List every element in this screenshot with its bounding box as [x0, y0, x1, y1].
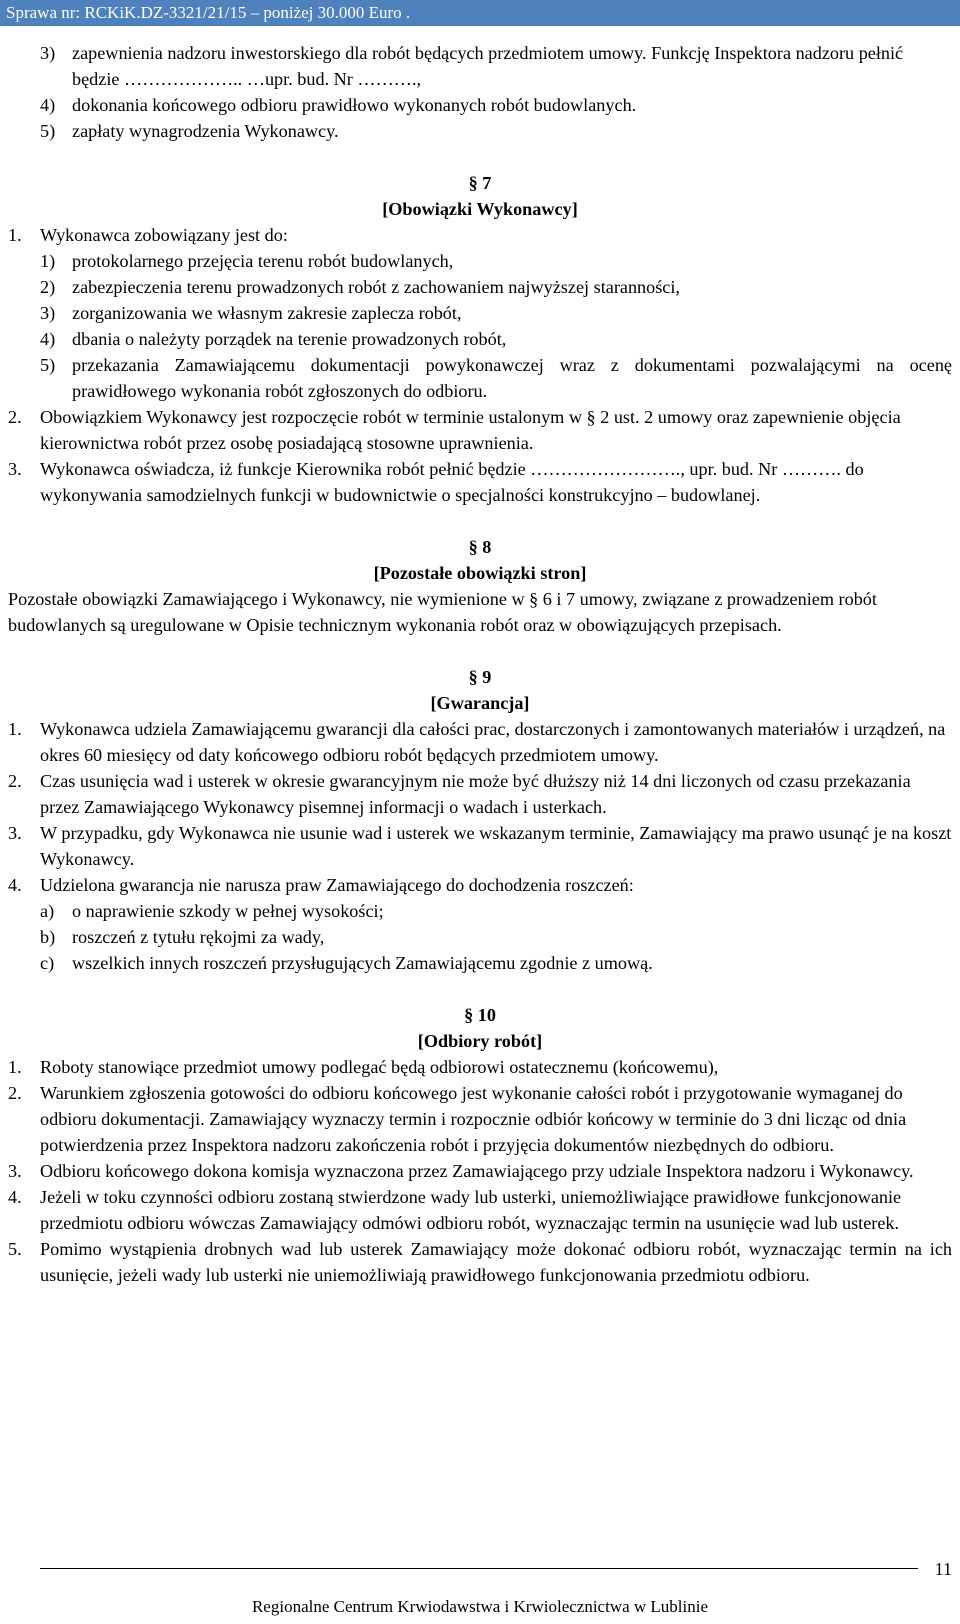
paragraph-text: Wykonawca udziela Zamawiającemu gwarancji dla całości prac, dostarczonych i zamontowanych materiałów i urządzeń, na okres 60 miesięcy od daty końcowego odbioru robót będących przedmiotem umowy.: [40, 719, 946, 765]
item-number: 4): [40, 329, 56, 349]
paragraph-number: 1.: [8, 719, 22, 739]
paragraph: [8, 456, 952, 508]
item-text: dbania o należyty porządek na terenie prowadzonych robót,: [72, 329, 507, 349]
section-title: [Obowiązki Wykonawcy]: [382, 199, 578, 219]
section-title: [Pozostałe obowiązki stron]: [373, 563, 587, 583]
item-number: 2): [40, 277, 56, 297]
paragraph: [8, 1184, 952, 1236]
page-number: 11: [934, 1559, 952, 1579]
list-item: [40, 326, 952, 352]
list-item: [8, 924, 952, 950]
item-number: b): [40, 927, 56, 947]
paragraph-text: Pozostałe obowiązki Zamawiającego i Wykonawcy, nie wymienione w § 6 i 7 umowy, związane z prowadzeniem robót budowlanych są uregulowane w Opisie technicznym wykonania robót oraz w obowiązujących przepisach.: [8, 589, 877, 635]
item-number: 5): [40, 121, 56, 141]
list-item: [8, 898, 952, 924]
paragraph-number: 4.: [8, 1187, 22, 1207]
paragraph-number: 3.: [8, 823, 22, 843]
item-number: 1): [40, 251, 56, 271]
paragraph-text: Czas usunięcia wad i usterek w okresie gwarancyjnym nie może być dłuższy niż 14 dni liczonych od czasu przekazania przez Zamawiającego Wykonawcy pisemnej informacji o wadach i usterkach.: [40, 771, 911, 817]
item-text: zorganizowania we własnym zakresie zaplecza robót,: [72, 303, 462, 323]
section-number: § 10: [464, 1005, 496, 1025]
paragraph-text: Obowiązkiem Wykonawcy jest rozpoczęcie robót w terminie ustalonym w § 2 ust. 2 umowy oraz zapewnienie objęcia kierownictwa robót przez osobę posiadającą stosowne uprawnienia.: [40, 407, 901, 453]
item-text: protokolarnego przejęcia terenu robót budowlanych,: [72, 251, 454, 271]
item-text: zapewnienia nadzoru inwestorskiego dla robót będących przedmiotem umowy. Funkcję Inspektora nadzoru pełnić będzie ……………….. …upr. bud. Nr ……….,: [72, 43, 904, 89]
paragraph: [8, 716, 952, 768]
section-title: [Odbiory robót]: [417, 1031, 543, 1051]
paragraph-text: Roboty stanowiące przedmiot umowy podlegać będą odbiorowi ostatecznemu (końcowemu),: [40, 1057, 719, 1077]
paragraph-number: 2.: [8, 407, 22, 427]
paragraph-number: 2.: [8, 1083, 22, 1103]
paragraph: [8, 1158, 952, 1184]
paragraph-number: 2.: [8, 771, 22, 791]
paragraph: [8, 1236, 952, 1288]
paragraph-text: Udzielona gwarancja nie narusza praw Zamawiającego do dochodzenia roszczeń:: [40, 875, 634, 895]
paragraph-text: Wykonawca oświadcza, iż funkcje Kierownika robót pełnić będzie ……………………., upr. bud. Nr ………. do wykonywania samodzielnych funkcji w budownictwie o specjalności konstrukcyjno – budowlanej.: [40, 459, 864, 505]
list-item: [40, 274, 952, 300]
item-text: zapłaty wynagrodzenia Wykonawcy.: [72, 121, 339, 141]
item-text: roszczeń z tytułu rękojmi za wady,: [72, 927, 325, 947]
section-number: § 8: [468, 537, 492, 557]
item-text: przekazania Zamawiającemu dokumentacji powykonawczej wraz z dokumentami pozwalającymi na ocenę prawidłowego wykonania robót zgłoszonych do odbioru.: [72, 355, 952, 401]
item-number: 4): [40, 95, 56, 115]
document-content: [8, 40, 952, 1288]
section-title: [Gwarancja]: [430, 693, 530, 713]
paragraph: [8, 404, 952, 456]
paragraph-number: 3.: [8, 459, 22, 479]
item-number: 3): [40, 303, 56, 323]
section-number: § 9: [468, 667, 492, 687]
page-header: Sprawa nr: RCKiK.DZ-3321/21/15 – poniżej 30.000 Euro .: [0, 0, 960, 26]
list-item: [40, 352, 952, 404]
item-text: o naprawienie szkody w pełnej wysokości;: [72, 901, 384, 921]
list-item: [40, 92, 952, 118]
paragraph: [8, 1080, 952, 1158]
footer-divider: [40, 1568, 918, 1569]
item-text: wszelkich innych roszczeń przysługujących Zamawiającemu zgodnie z umową.: [72, 953, 653, 973]
paragraph-number: 4.: [8, 875, 22, 895]
item-text: dokonania końcowego odbioru prawidłowo wykonanych robót budowlanych.: [72, 95, 637, 115]
item-text: zabezpieczenia terenu prowadzonych robót z zachowaniem najwyższej staranności,: [72, 277, 680, 297]
item-number: 3): [40, 43, 56, 63]
paragraph-number: 1.: [8, 1057, 22, 1077]
list-item: [40, 300, 952, 326]
paragraph-number: 5.: [8, 1239, 22, 1259]
paragraph-text: Wykonawca zobowiązany jest do:: [40, 225, 288, 245]
page-footer: Regionalne Centrum Krwiodawstwa i Krwiolecznictwa w Lublinie: [251, 1597, 709, 1616]
paragraph-text: Warunkiem zgłoszenia gotowości do odbioru końcowego jest wykonanie całości robót i przygotowanie wymaganej do odbioru dokumentacji. Zamawiający wyznaczy termin i rozpocznie odbiór końcowy w terminie do 3 dni licząc od dnia potwierdzenia przez Inspektora nadzoru zakończenia robót i przyjęcia dokumentów niezbędnych do odbioru.: [40, 1083, 907, 1155]
paragraph-text: Pomimo wystąpienia drobnych wad lub usterek Zamawiający może dokonać odbioru robót, wyznaczając termin na ich usunięcie, jeżeli wady lub usterki nie uniemożliwiają prawidłowego funkcjonowania przedmiotu odbioru.: [40, 1239, 952, 1285]
paragraph: [8, 1054, 952, 1080]
item-number: 5): [40, 355, 56, 375]
paragraph-number: 1.: [8, 225, 22, 245]
paragraph-number: 3.: [8, 1161, 22, 1181]
paragraph-text: Jeżeli w toku czynności odbioru zostaną stwierdzone wady lub usterki, uniemożliwiające prawidłowe funkcjonowanie przedmiotu odbioru wówczas Zamawiający odmówi odbioru robót, wyznaczając termin na usunięcie wad lub usterek.: [40, 1187, 902, 1233]
paragraph: [8, 222, 952, 248]
paragraph: [8, 820, 952, 872]
paragraph-text: Odbioru końcowego dokona komisja wyznaczona przez Zamawiającego przy udziale Inspektora nadzoru i Wykonawcy.: [40, 1161, 914, 1181]
paragraph-text: W przypadku, gdy Wykonawca nie usunie wad i usterek we wskazanym terminie, Zamawiający ma prawo usunąć je na koszt Wykonawcy.: [40, 823, 952, 869]
section-number: § 7: [468, 173, 492, 193]
paragraph: [8, 768, 952, 820]
item-number: a): [40, 901, 55, 921]
paragraph: [8, 872, 952, 898]
item-number: c): [40, 953, 55, 973]
list-item: [40, 118, 952, 144]
list-item: [40, 40, 952, 92]
list-item: [8, 950, 952, 976]
list-item: [40, 248, 952, 274]
